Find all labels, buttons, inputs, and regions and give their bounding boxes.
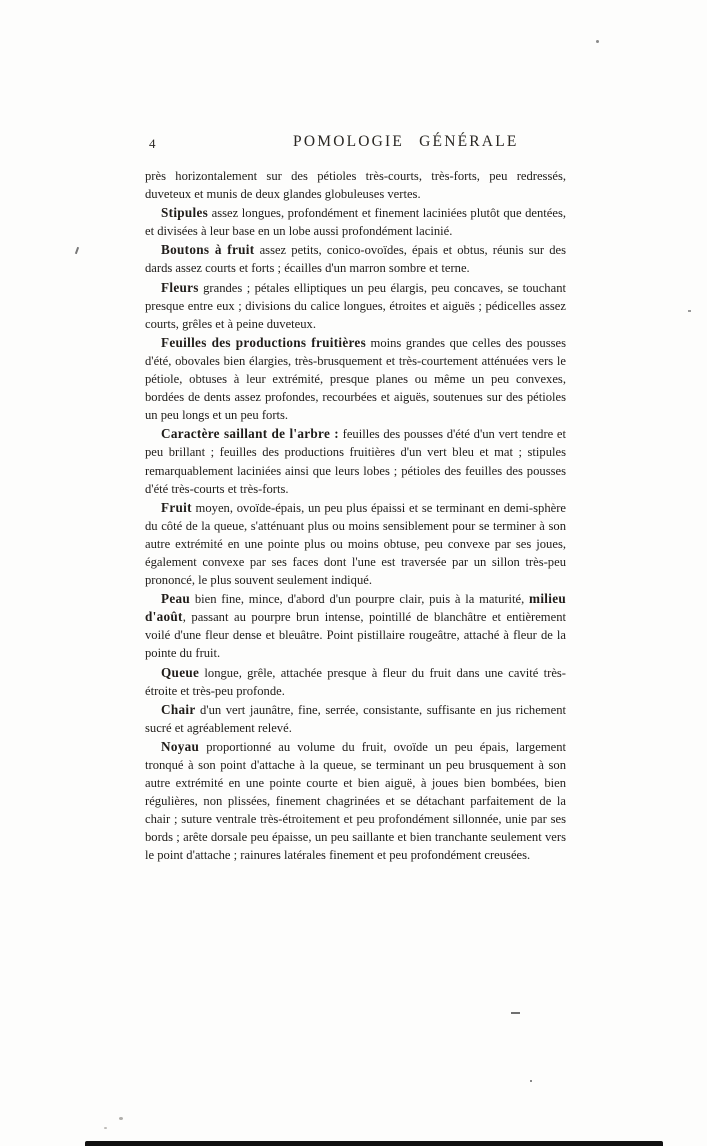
running-title: POMOLOGIE GÉNÉRALE	[293, 133, 519, 150]
paragraph-text: près horizontalement sur des pétioles très-courts, très-forts, peu redressés, duveteux et munis de deux glandes globuleuses vertes.	[145, 169, 566, 202]
term-label: Stipules	[161, 205, 209, 221]
scan-edge-bar	[85, 1141, 663, 1146]
paragraph-peau	[145, 590, 566, 662]
paragraph-text: d'un vert jaunâtre, fine, serrée, consistante, suffisante en jus richement sucré et agréablement relevé.	[145, 702, 566, 735]
paragraph-text: bien fine, mince, d'abord d'un pourpre clair, puis à la maturité,	[190, 592, 530, 607]
page-body-text	[145, 167, 566, 866]
paragraph-text: grandes ; pétales elliptiques un peu élargis, peu concaves, se touchant presque entre eux ; divisions du calice longues, étroites et aiguës ; pédicelles assez courts, grêles et à peine duveteux.	[145, 280, 566, 331]
paragraph-text: longue, grêle, attachée presque à fleur du fruit dans une cavité très-étroite et très-peu profonde.	[145, 665, 566, 698]
term-label-inline: milieu d'août	[145, 591, 566, 625]
paragraph-noyau	[145, 738, 566, 865]
scan-artifact-dot	[688, 310, 691, 312]
paragraph-text: moins grandes que celles des pousses d'été, obovales bien élargies, très-brusquement et très-courtement atténuées vers le pétiole, obtuses à leur extrémité, presque planes ou même un peu convexes, bordées de dents assez profondes, recourbées et aiguës, soutenues sur des pétioles un peu longs et un peu forts.	[145, 335, 566, 423]
term-label: Feuilles des productions fruitières	[161, 334, 367, 350]
term-label: Caractère saillant de l'arbre :	[161, 426, 339, 442]
term-label: Fruit	[161, 499, 192, 515]
paragraph-caractere-saillant	[145, 425, 566, 497]
term-label: Queue	[161, 664, 200, 680]
term-label: Boutons à fruit	[161, 242, 255, 258]
paragraph-text: proportionné au volume du fruit, ovoïde un peu épais, largement tronqué à son point d'attache à la queue, se terminant un peu brusquement à son autre extrémité en une pointe courte et bien aiguë, à joues bien bombées, bien régulières, non plissées, finement chagrinées et se détachant parfaitement de la chair ; suture ventrale très-étroitement et peu profondément sillonnée, unie par ses bords ; arête dorsale peu épaisse, un peu saillante et bien tranchante seulement vers le point d'attache ; rainures latérales finement et peu profondément creusées.	[145, 739, 566, 863]
paragraph-continuation	[145, 167, 566, 203]
paragraph-text: feuilles des pousses d'été d'un vert tendre et peu brillant ; feuilles des productions fruitières d'un vert bleu et mat ; stipules remarquablement laciniées ainsi que leurs lobes ; pétioles des feuilles des pousses d'été très-courts et très-forts.	[145, 427, 566, 496]
term-label: Peau	[161, 591, 191, 607]
term-label: Noyau	[161, 738, 200, 754]
paragraph-fleurs	[145, 279, 566, 333]
paragraph-boutons-a-fruit	[145, 241, 566, 277]
scan-artifact-dot	[119, 1117, 123, 1120]
paragraph-queue	[145, 664, 566, 700]
paragraph-text: , passant au pourpre brun intense, pointillé de blanchâtre et entièrement voilé d'une fleur dense et bleuâtre. Point pistillaire rougeâtre, attaché à fleur de la pointe du fruit.	[145, 610, 566, 661]
paragraph-text: assez longues, profondément et finement laciniées plutôt que dentées, et divisées à leur base en un lobe aussi profondément lacinié.	[145, 206, 566, 239]
paragraph-fruit	[145, 499, 566, 589]
term-label: Chair	[161, 701, 196, 717]
paragraph-text: assez petits, conico-ovoïdes, épais et obtus, réunis sur des dards assez courts et forts ; écailles d'un marron sombre et terne.	[145, 243, 566, 276]
term-label: Fleurs	[161, 279, 199, 295]
paragraph-chair	[145, 701, 566, 737]
scan-artifact-dot	[596, 40, 599, 43]
scan-artifact-dot	[530, 1080, 532, 1082]
page-header	[145, 133, 566, 155]
paragraph-feuilles-productions	[145, 334, 566, 424]
scan-artifact-dot	[104, 1127, 107, 1129]
paragraph-text: moyen, ovoïde-épais, un peu plus épaissi et se terminant en demi-sphère du côté de la queue, s'atténuant plus ou moins sensiblement pour se terminer à son autre extrémité en une pointe plus ou moins obtuse, peu convexe par ses joues, également convexe par ses faces dont l'une est traversée par un sillon très-peu prononcé, le plus souvent seulement indiqué.	[145, 500, 566, 588]
paragraph-stipules	[145, 204, 566, 240]
scan-artifact-dash	[511, 1012, 520, 1014]
page-number: 4	[149, 136, 156, 151]
scan-artifact-mark	[75, 247, 79, 254]
